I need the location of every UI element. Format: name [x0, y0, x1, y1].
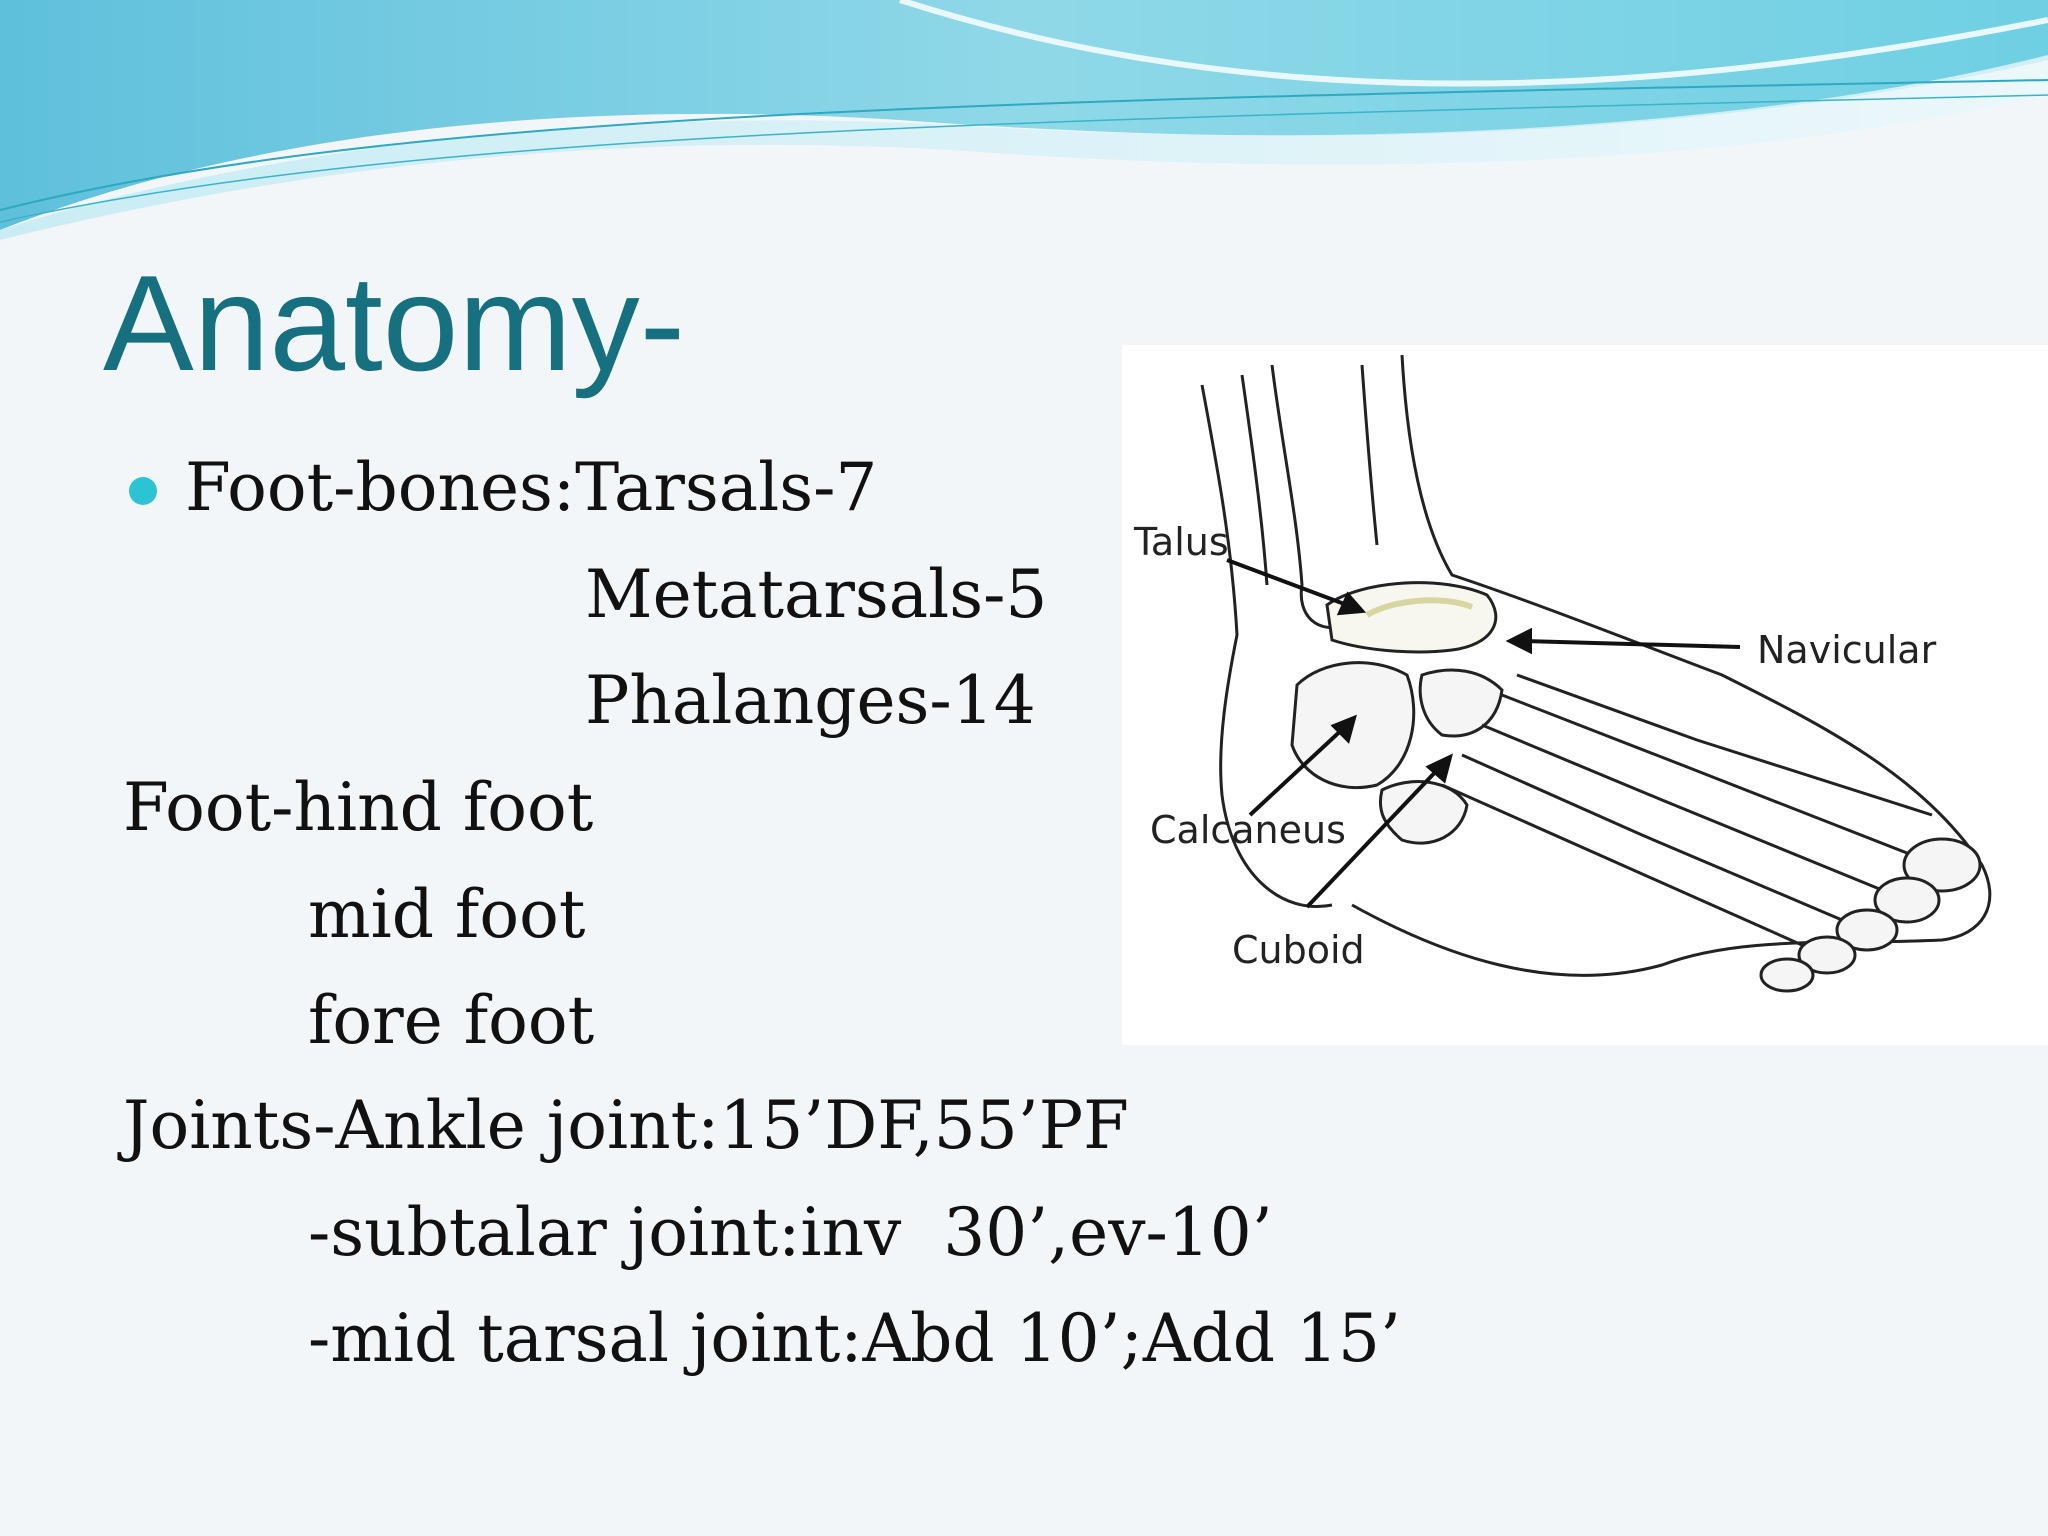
- bullet-dot: [129, 477, 157, 505]
- text-line: Phalanges-14: [585, 662, 1036, 739]
- foot-bones-illustration: [1122, 345, 2048, 1045]
- text-line: fore foot: [308, 982, 595, 1059]
- header-wave-decoration: [0, 0, 2048, 240]
- text-line: -mid tarsal joint:Abd 10’;Add 15’: [308, 1300, 1401, 1377]
- text-line: Metatarsals-5: [585, 556, 1048, 633]
- label-navicular: Navicular: [1757, 628, 1937, 672]
- text-line: Joints-Ankle joint:15’DF,55’PF: [123, 1087, 1129, 1164]
- label-calcaneus: Calcaneus: [1150, 808, 1346, 852]
- text-line: Foot-hind foot: [123, 769, 594, 846]
- text-line: Foot-bones:Tarsals-7: [185, 449, 878, 526]
- slide-title: Anatomy-: [103, 247, 685, 399]
- text-line: mid foot: [308, 876, 586, 953]
- foot-anatomy-figure: [1122, 345, 2048, 1045]
- label-cuboid: Cuboid: [1232, 928, 1365, 972]
- label-talus: Talus: [1134, 520, 1229, 564]
- text-line: -subtalar joint:inv 30’,ev-10’: [308, 1194, 1273, 1271]
